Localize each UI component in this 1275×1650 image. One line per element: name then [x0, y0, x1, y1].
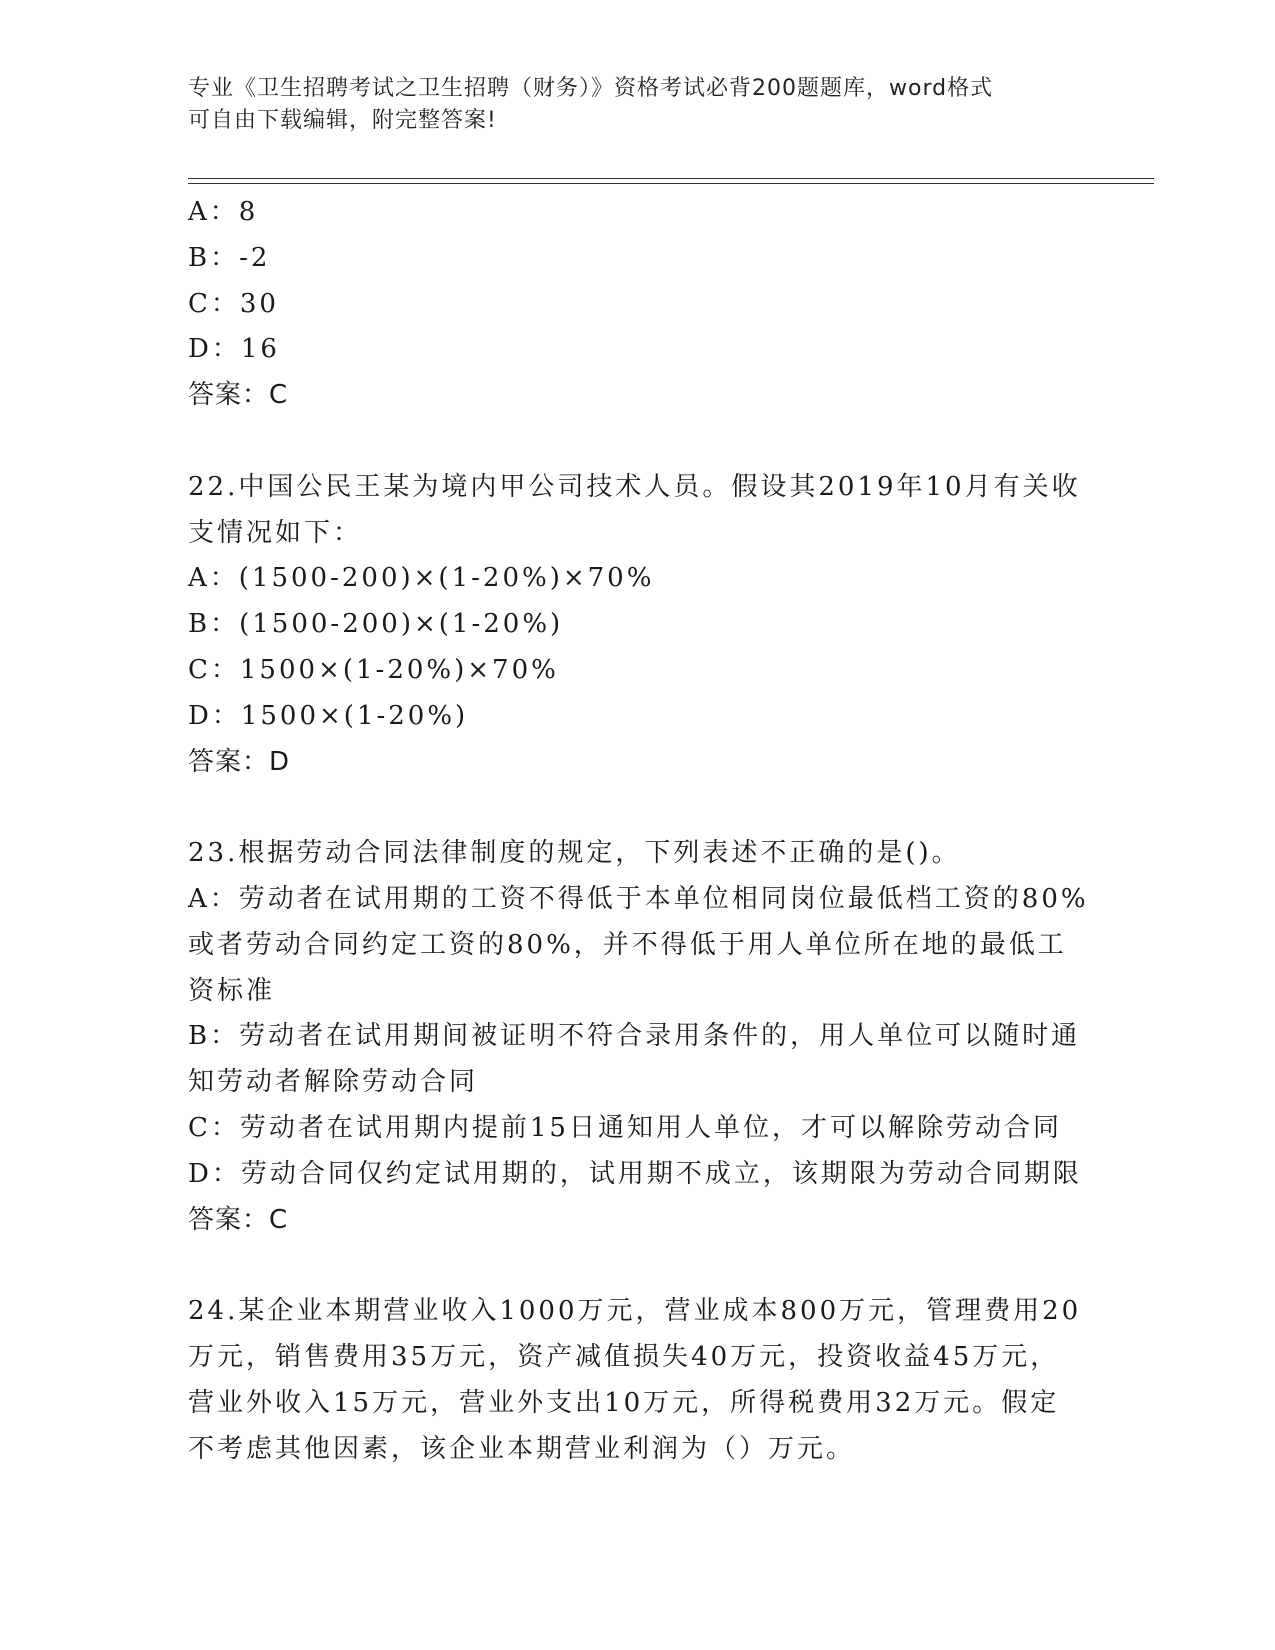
- question-23: [188, 831, 1088, 1243]
- option-a-continued: 资标准: [188, 975, 276, 1006]
- header-divider-top: [188, 178, 1154, 179]
- answer-label: 答案：C: [188, 380, 289, 411]
- question-spacer: [188, 1243, 1088, 1289]
- question-21-tail: [188, 190, 1088, 419]
- header-title-line-2: 可自由下载编辑，附完整答案!: [188, 108, 497, 133]
- option-c: C：30: [188, 288, 279, 319]
- question-spacer: [188, 419, 1088, 465]
- option-b: B：(1500-200)×(1-20%): [188, 609, 564, 640]
- option-a: A：劳动者在试用期的工资不得低于本单位相同岗位最低档工资的80%: [188, 883, 1089, 914]
- question-stem-line: 22.中国公民王某为境内甲公司技术人员。假设其2019年10月有关收: [188, 471, 1081, 502]
- header-title-line-1: 专业《卫生招聘考试之卫生招聘（财务）》资格考试必背200题题库，word格式: [188, 76, 994, 101]
- option-c: C：1500×(1-20%)×70%: [188, 654, 559, 685]
- question-stem-line: 支情况如下：: [188, 517, 363, 548]
- answer-label: 答案：D: [188, 746, 291, 777]
- option-a: A：(1500-200)×(1-20%)×70%: [188, 563, 655, 594]
- option-d: D：1500×(1-20%): [188, 700, 469, 731]
- option-a-continued: 或者劳动合同约定工资的80%，并不得低于用人单位所在地的最低工: [188, 929, 1067, 960]
- question-stem-line: 不考虑其他因素，该企业本期营业利润为（）万元。: [188, 1433, 856, 1464]
- question-content: [188, 190, 1088, 1472]
- option-b: B：-2: [188, 242, 271, 273]
- question-24: [188, 1289, 1088, 1472]
- option-d: D：劳动合同仅约定试用期的，试用期不成立，该期限为劳动合同期限: [188, 1158, 1082, 1189]
- question-stem-line: 24.某企业本期营业收入1000万元，营业成本800万元，管理费用20: [188, 1296, 1082, 1327]
- option-b: B：劳动者在试用期间被证明不符合录用条件的，用人单位可以随时通: [188, 1021, 1081, 1052]
- question-22: [188, 465, 1088, 786]
- question-stem-line: 23.根据劳动合同法律制度的规定，下列表述不正确的是()。: [188, 838, 961, 869]
- option-c: C：劳动者在试用期内提前15日通知用人单位，才可以解除劳动合同: [188, 1112, 1062, 1143]
- document-header: [188, 73, 1068, 137]
- header-divider-bottom: [188, 183, 1154, 184]
- option-b-continued: 知劳动者解除劳动合同: [188, 1067, 479, 1098]
- question-spacer: [188, 785, 1088, 831]
- answer-label: 答案：C: [188, 1204, 289, 1235]
- question-stem-line: 营业外收入15万元，营业外支出10万元，所得税费用32万元。假定: [188, 1387, 1060, 1418]
- option-d: D：16: [188, 334, 280, 365]
- option-a: A：8: [188, 197, 259, 227]
- question-stem-line: 万元，销售费用35万元，资产减值损失40万元，投资收益45万元，: [188, 1341, 1060, 1372]
